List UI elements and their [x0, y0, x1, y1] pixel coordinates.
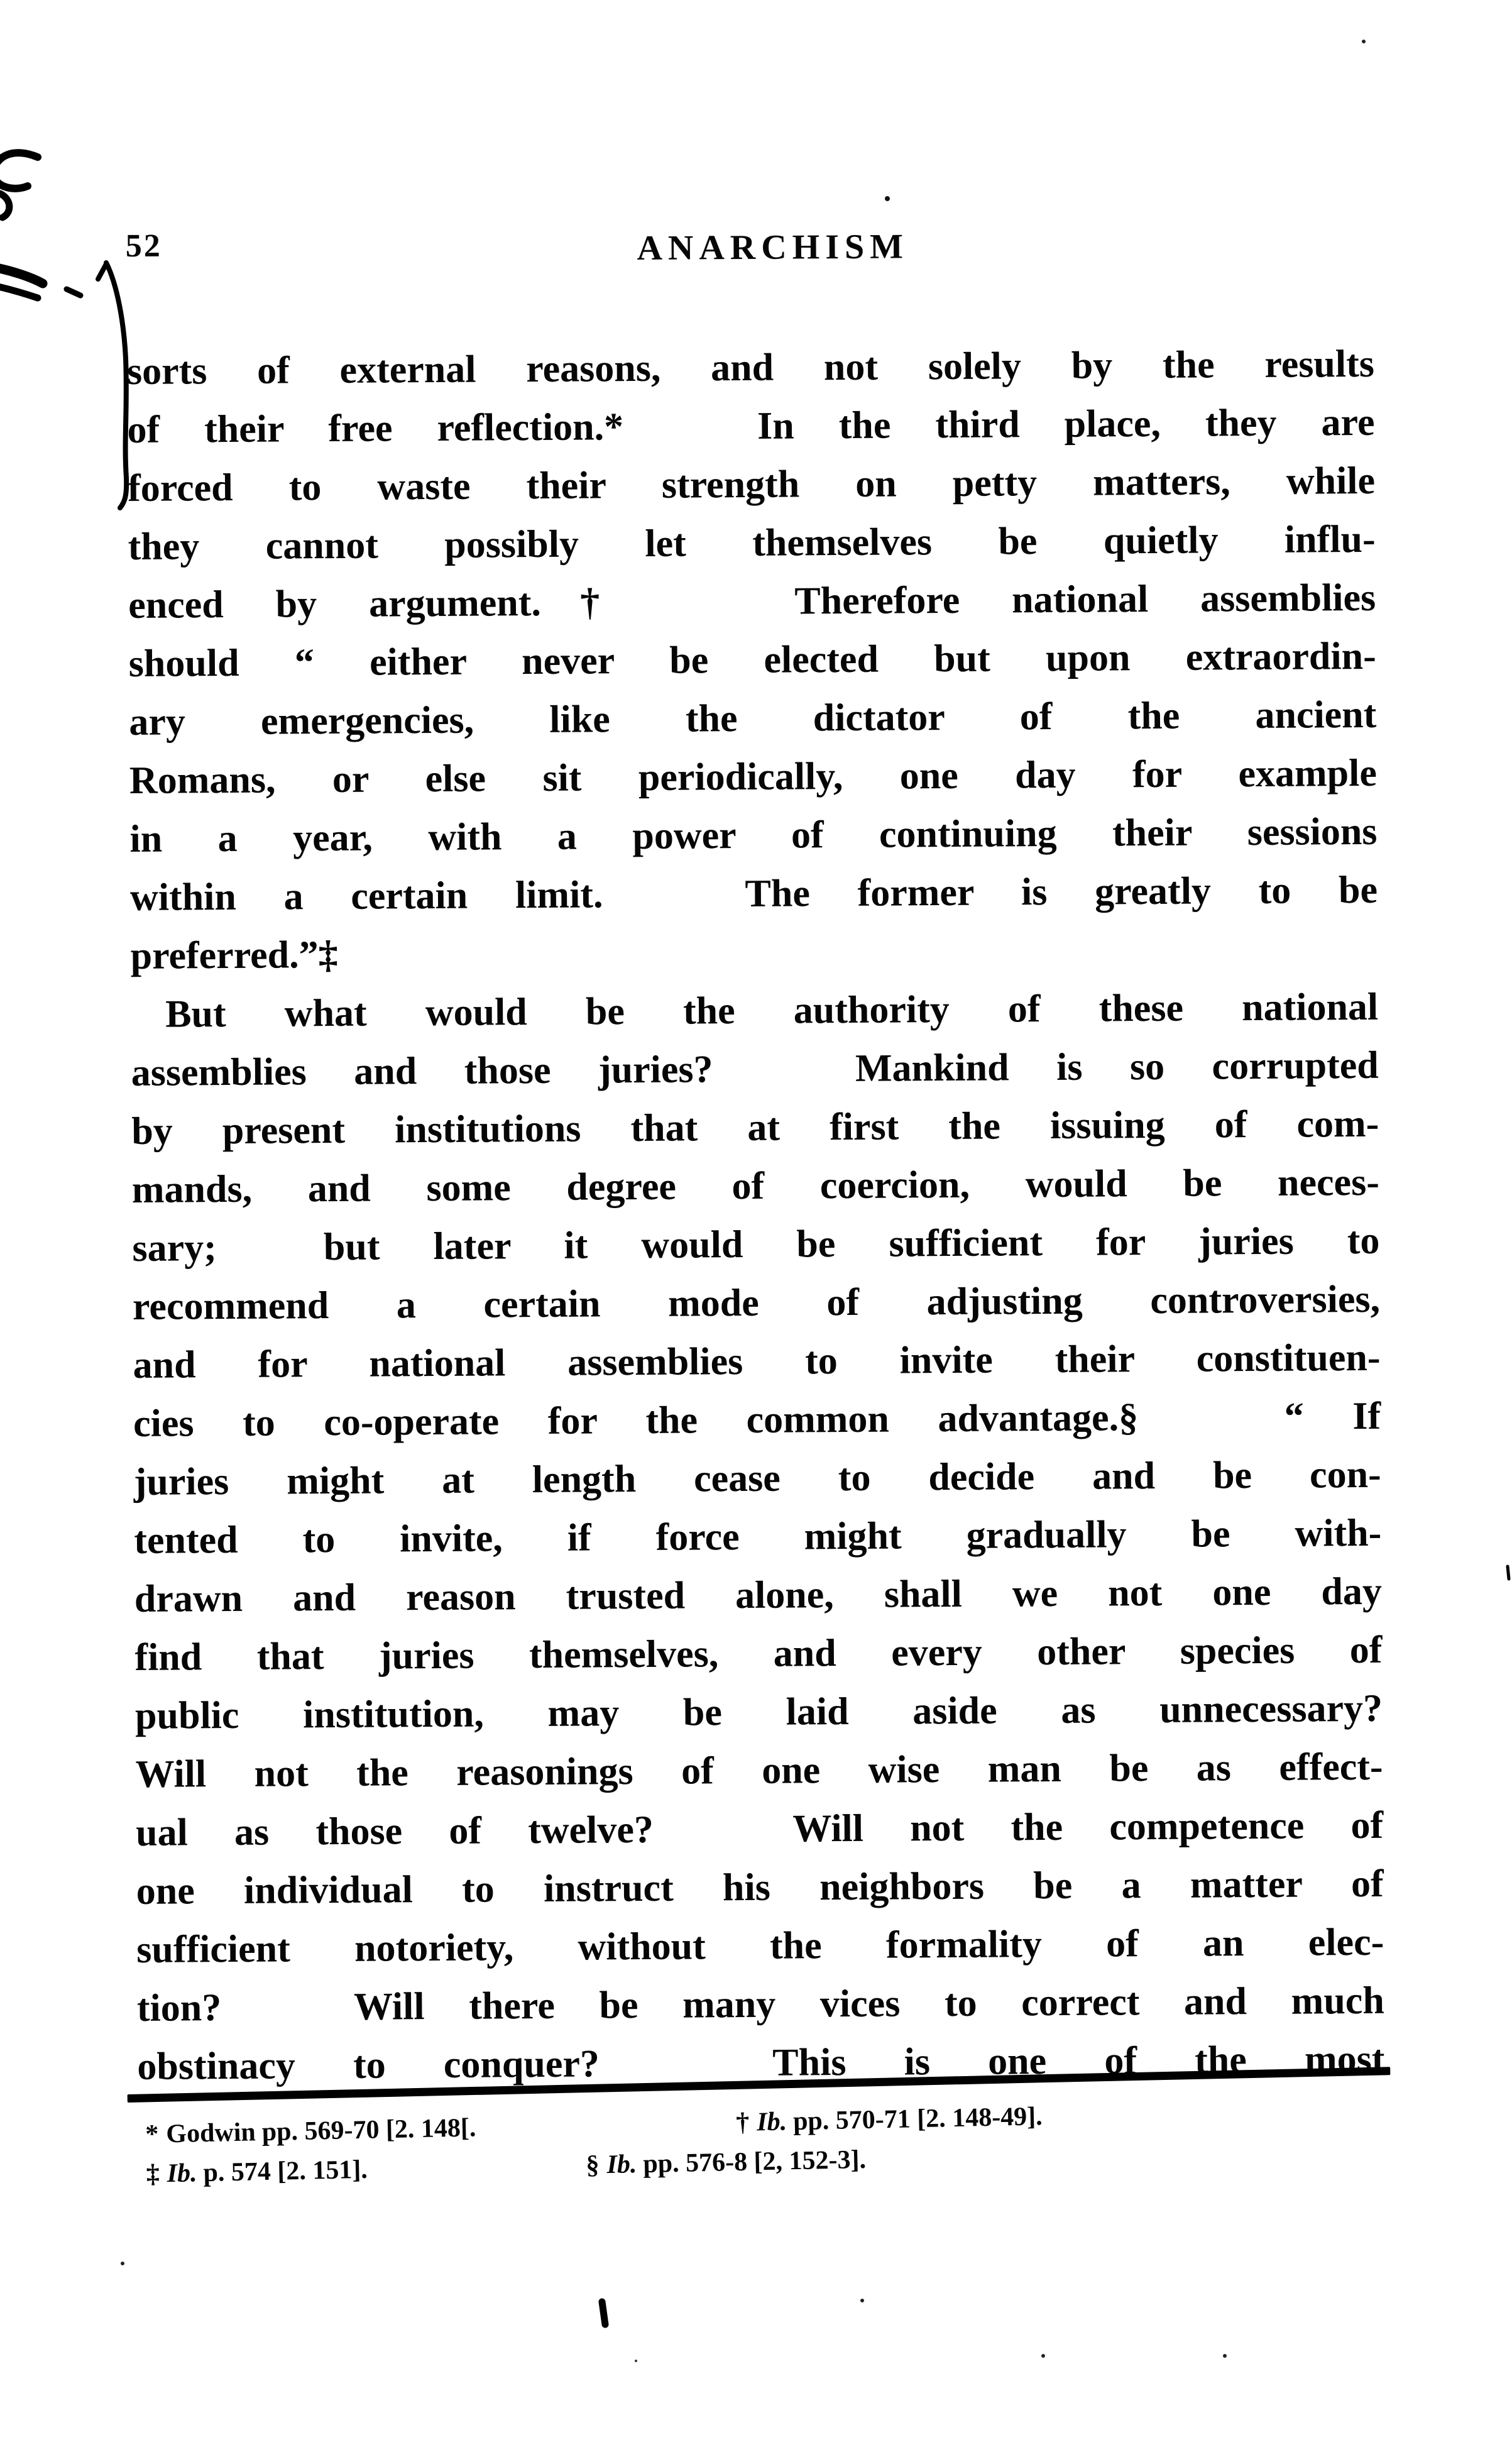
body-line: within a certain limit. The former is greatly to be — [129, 868, 1378, 919]
footnote-reference: p. 574 [2. 151]. — [203, 2155, 368, 2188]
body-line: enced by argument.† Therefore national assemblies — [128, 576, 1376, 627]
body-line: find that juries themselves, and every other species of — [134, 1628, 1383, 1679]
footnote-source: Ib. — [756, 2107, 787, 2137]
body-line: tented to invite, if force might gradually be with- — [134, 1511, 1382, 1562]
body-line: should “ either never be elected but upon extraordin- — [128, 634, 1376, 685]
body-line: Will not the reasonings of one wise man be as effect- — [135, 1745, 1383, 1796]
running-head-row — [0, 223, 1511, 273]
dagger-marker: † — [735, 2108, 750, 2137]
footnote-source: Ib. — [167, 2158, 197, 2189]
body-line-paragraph-end: preferred.”‡ — [130, 933, 338, 977]
footnote-dagger — [736, 2101, 1043, 2138]
body-line: assemblies and those juries? Mankind is so corrupted — [131, 1043, 1379, 1094]
body-line: and for national assemblies to invite their constituen- — [133, 1336, 1381, 1387]
body-line: ual as those of twelve? Will not the competence of — [135, 1803, 1384, 1854]
body-line: drawn and reason trusted alone, shall we not one day — [134, 1570, 1383, 1620]
body-line: forced to waste their strength on petty matters, while — [127, 459, 1376, 510]
body-line: tion? Will there be many vices to correct and much — [136, 1979, 1385, 2030]
body-line: sufficient notoriety, without the formality of an elec- — [136, 1920, 1384, 1971]
body-line: juries might at length cease to decide and be con- — [133, 1453, 1381, 1504]
page-number: 52 — [125, 228, 162, 264]
body-line: obstinacy to conquer? This is one of the most — [137, 2037, 1385, 2088]
body-line: public institution, may be laid aside as unnecessary? — [134, 1686, 1383, 1737]
body-line: they cannot possibly let themselves be quietly influ- — [128, 517, 1376, 568]
running-head-title: ANARCHISM — [637, 227, 909, 268]
body-line: one individual to instruct his neighbors be a matter of — [136, 1862, 1384, 1913]
footnote-reference: pp. 576-8 [2, 152-3]. — [642, 2145, 867, 2179]
body-line: mands, and some degree of coercion, would be neces- — [131, 1160, 1380, 1211]
footnote-godwin — [145, 2108, 737, 2150]
body-line: of their free reflection.* In the third place, they are — [127, 400, 1375, 451]
body-line: sorts of external reasons, and not solely by the results — [126, 342, 1375, 393]
body-line: in a year, with a power of continuing their sessions — [129, 810, 1378, 861]
body-line: sary; but later it would be sufficient for juries to — [132, 1219, 1380, 1270]
footnotes-block — [145, 2094, 1435, 2199]
footnote-source: Godwin — [165, 2118, 256, 2149]
body-line: ary emergencies, like the dictator of the ancient — [129, 693, 1377, 744]
body-line: Romans, or else sit periodically, one day for example — [129, 751, 1378, 802]
body-line: cies to co-operate for the common advantage.§ “ If — [133, 1394, 1381, 1445]
double-dagger-marker: ‡ — [146, 2159, 160, 2189]
asterisk-marker: * — [145, 2120, 159, 2149]
body-line-paragraph-start: But what would be the authority of these national — [165, 985, 1379, 1036]
footnote-section — [586, 2145, 866, 2180]
footnote-source: Ib. — [606, 2150, 637, 2180]
body-line: recommend a certain mode of adjusting controversies, — [132, 1277, 1381, 1328]
body-line: by present institutions that at first the issuing of com- — [131, 1102, 1379, 1153]
body-text-block — [127, 335, 1385, 2096]
section-marker: § — [586, 2150, 600, 2180]
footnote-reference: pp. 570-71 [2. 148-49]. — [792, 2102, 1043, 2136]
footnote-reference: pp. 569-70 [2. 148[. — [261, 2113, 476, 2147]
